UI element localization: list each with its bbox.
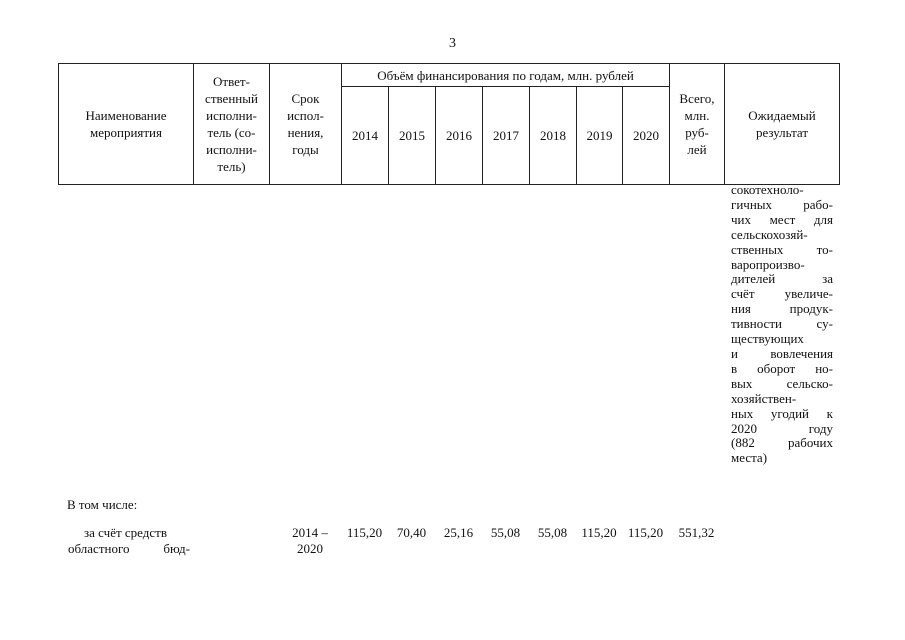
header-year-2016: 2016 bbox=[446, 128, 472, 143]
header-year-2019: 2019 bbox=[586, 128, 613, 143]
value-2015: 70,40 bbox=[396, 525, 427, 540]
value-2017: 55,08 bbox=[490, 525, 521, 540]
table-header bbox=[58, 63, 840, 185]
including-label: В том числе: bbox=[67, 497, 138, 512]
header-year-2017: 2017 bbox=[493, 128, 519, 143]
value-2014: 115,20 bbox=[346, 525, 383, 540]
header-year-2018: 2018 bbox=[540, 128, 566, 143]
value-2018: 55,08 bbox=[537, 525, 568, 540]
header-responsible: Ответ- ственный исполни- тель (со- исполни- тель) bbox=[205, 74, 258, 174]
header-name: Наименование мероприятия bbox=[85, 108, 167, 140]
header-year-2020: 2020 bbox=[633, 128, 659, 143]
header-result: Ожидаемый результат bbox=[748, 108, 816, 140]
header-year-2014: 2014 bbox=[352, 128, 378, 143]
value-2020: 115,20 bbox=[627, 525, 664, 540]
expected-result-text: сокотехноло- гичных рабо- чих мест для сельскохозяй- ственных то- варопроизво- дителей за счёт увеличе- ния продук- тивности су- ществующих и вовлечения в оборот но- вых сельско- хозяйствен- ных угодий к 2020 году (882 рабочих места) bbox=[731, 182, 833, 466]
value-total: 551,32 bbox=[678, 525, 715, 540]
page-number: 3 bbox=[449, 36, 456, 51]
value-2016: 25,16 bbox=[443, 525, 474, 540]
header-term: Срок испол- нения, годы bbox=[287, 91, 324, 157]
header-funding-title: Объём финансирования по годам, млн. рублей bbox=[377, 67, 634, 83]
value-2019: 115,20 bbox=[581, 525, 617, 540]
source-period: 2014 – 2020 bbox=[292, 525, 328, 556]
source-name: за счёт средств областного бюд- bbox=[68, 525, 190, 556]
header-year-2015: 2015 bbox=[399, 128, 425, 143]
header-total: Всего, млн. руб- лей bbox=[679, 91, 715, 157]
